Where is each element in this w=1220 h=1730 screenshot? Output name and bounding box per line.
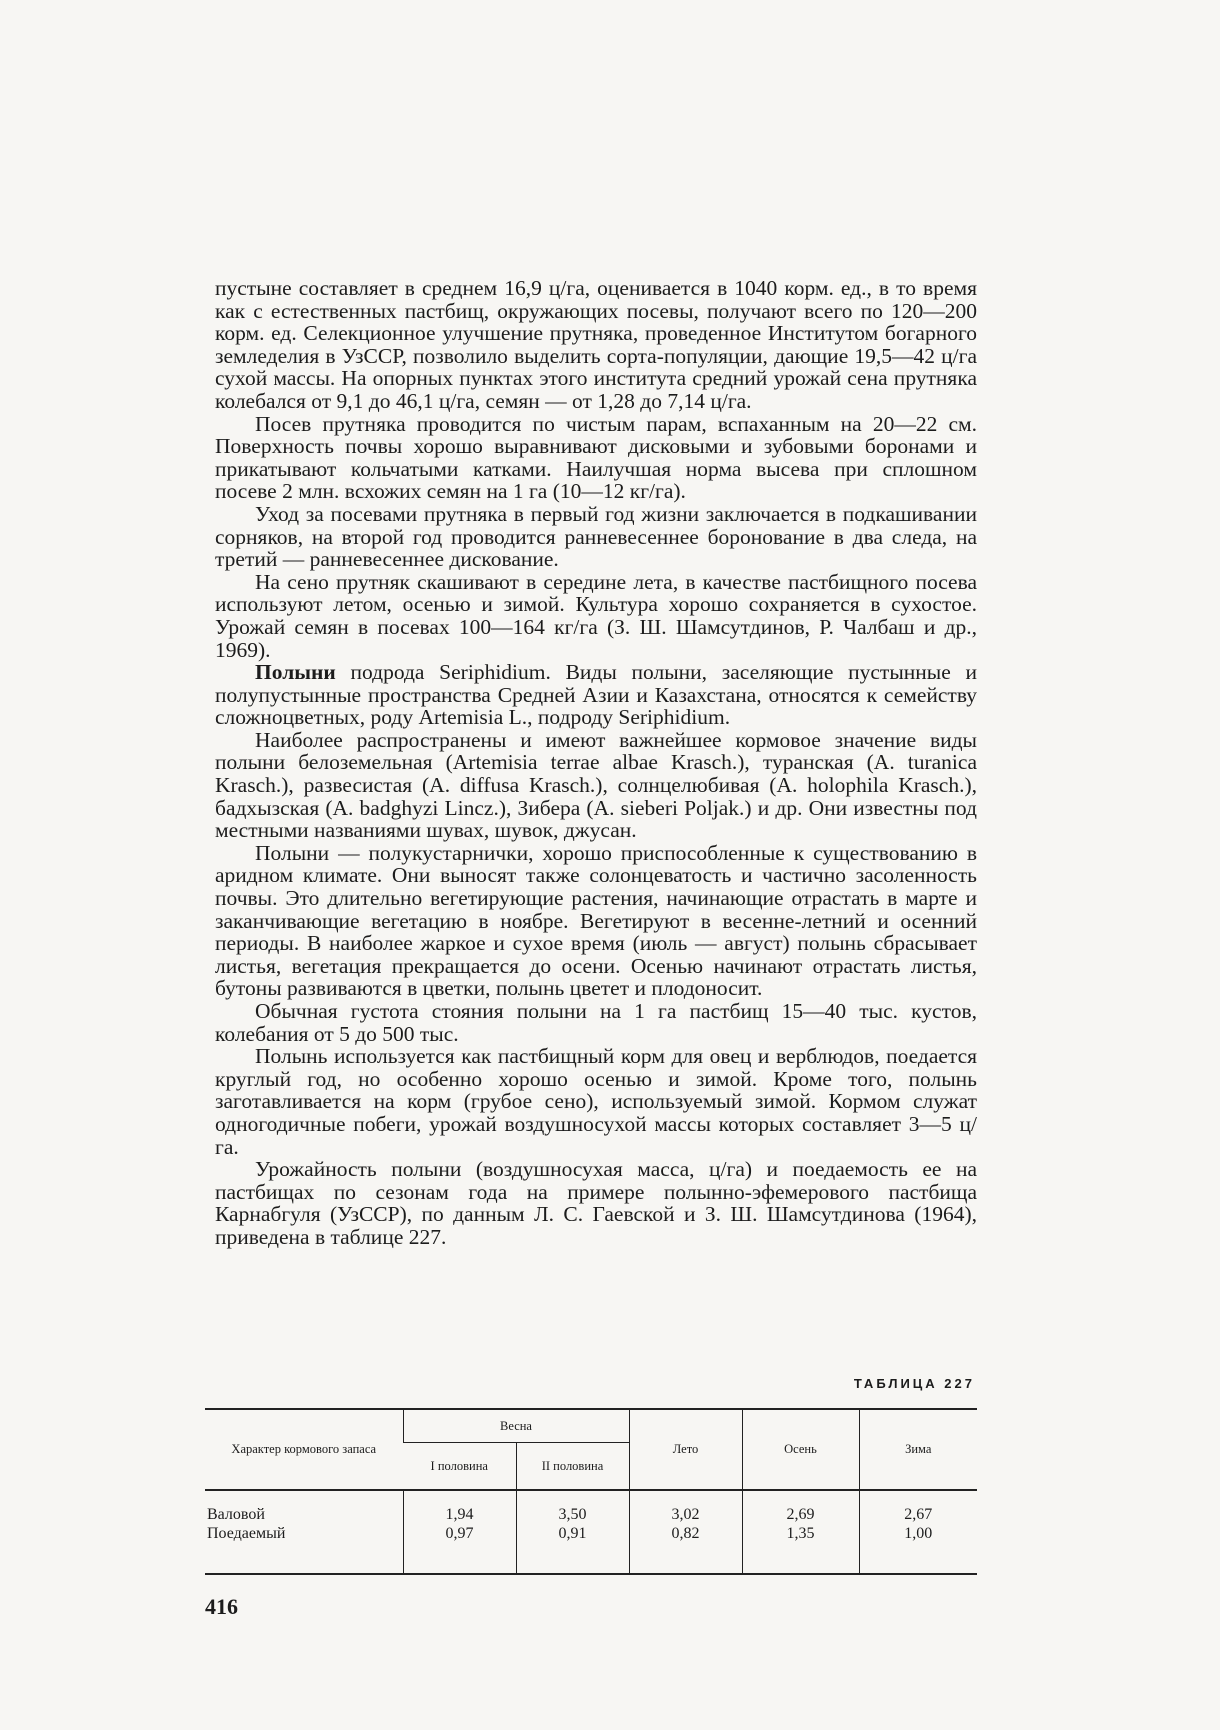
row-label-eaten: Поедаемый: [207, 1525, 286, 1542]
table-cell: 1,35: [786, 1525, 815, 1542]
paragraph: Полынь используется как пастбищный корм для овец и верблюдов, поедается круглый год, но особенно хорошо осенью и зимой. Кроме того, полынь заготавливается на корм (грубое сено), используемый зимой. Кормом служат одногодичные побеги, урожай воздушносухой массы которых составляет 3—5 ц/га.: [215, 1044, 977, 1159]
table-cell: 0,91: [558, 1525, 587, 1542]
table-cell: 1,94: [445, 1506, 474, 1523]
spring-second-cell: [516, 1490, 629, 1574]
paragraph: Посев прутняка проводится по чистым парам, вспаханным на 20—22 см. Поверхность почвы хорошо выравнивают дисковыми и зубовыми боронами и прикатывают кольчатыми катками. Наилучшая норма высева при сплошном посеве 2 млн. всхожих семян на 1 га (10—12 кг/га).: [215, 411, 977, 504]
summer-cell: [629, 1490, 742, 1574]
table-cell: 0,97: [445, 1525, 474, 1542]
paragraph: На сено прутняк скашивают в середине лета, в качестве пастбищного посева используют летом, осенью и зимой. Культура хорошо сохраняется в сухостое. Урожай семян в посевах 100—164 кг/га (З. Ш. Шамсутдинов, Р. Чалбаш и др., 1969).: [215, 569, 977, 662]
paragraph: Наиболее распространены и имеют важнейшее кормовое значение виды полыни белоземельная (Artemisia terrae albae Krasch.), туранская (A. turanica Krasch.), развесистая (A. diffusa Krasch.), солнцелюбивая (A. holophila Krasch.), бадхызская (A. badghyzi Lincz.), Зибера (A. sieberi Poljak.) и др. Они известны под местными названиями шувах, шувок, джусан.: [215, 727, 977, 843]
term-heading: Полыни: [255, 660, 336, 685]
yield-table: [205, 1408, 977, 1575]
column-header-spring-second-half: II половина: [516, 1443, 629, 1491]
table-data-block: [205, 1490, 977, 1574]
row-labels-cell: [205, 1490, 403, 1574]
table-cell: 0,82: [671, 1525, 700, 1542]
paragraph-body: подрода Seriphidium. Виды полыни, заселяющие пустынные и полупустынные пространства Средней Азии и Казахстана, относятся к семейству сложноцветных, роду Artemisia L., подроду Seriphidium.: [215, 660, 977, 730]
winter-cell: [859, 1490, 977, 1574]
paragraph: Уход за посевами прутняка в первый год жизни заключается в подкашивании сорняков, на второй год проводится ранневесеннее боронование в два следа, на третий — ранневесеннее дискование.: [215, 501, 977, 572]
body-text: [215, 277, 977, 1249]
table-cell: 3,02: [671, 1506, 700, 1523]
column-header-spring: Весна: [403, 1409, 629, 1443]
paragraph-wormwood: [215, 661, 977, 729]
page-number: 416: [205, 1594, 238, 1619]
column-header-summer: Лето: [629, 1409, 742, 1490]
paragraph: Полыни — полукустарнички, хорошо приспособленные к существованию в аридном климате. Они выносят также солонцеватость и частично засоленность почвы. Это длительно вегетирующие растения, начинающие отрастать в марте и заканчивающие вегетацию в ноябре. Вегетируют в весенне-летний и осенний периоды. В наиболее жаркое и сухое время (июль — август) полынь сбрасывает листья, вегетация прекращается до осени. Осенью начинают отрастать листья, бутоны развиваются в цветки, полынь цветет и плодоносит.: [215, 840, 977, 1001]
paragraph: Урожайность полыни (воздушносухая масса, ц/га) и поедаемость ее на пастбищах по сезонам года на примере полынно-эфемерового пастбища Карнабгуля (УзССР), по данным Л. С. Гаевской и З. Ш. Шамсутдинова (1964), приведена в таблице 227.: [215, 1157, 977, 1249]
row-label-gross: Валовой: [207, 1506, 265, 1523]
column-header-winter: Зима: [859, 1409, 977, 1490]
column-header-autumn: Осень: [742, 1409, 859, 1490]
paragraph: Обычная густота стояния полыни на 1 га пастбищ 15—40 тыс. кустов, колебания от 5 до 500 тыс.: [215, 999, 977, 1046]
table-cell: 2,69: [786, 1506, 815, 1523]
table-cell: 2,67: [904, 1506, 933, 1523]
column-header-spring-first-half: I половина: [403, 1443, 516, 1491]
autumn-cell: [742, 1490, 859, 1574]
table-cell: 1,00: [904, 1525, 933, 1542]
table-cell: 3,50: [558, 1506, 587, 1523]
table-caption: ТАБЛИЦА 227: [853, 1376, 975, 1391]
spring-first-cell: [403, 1490, 516, 1574]
paragraph: пустыне составляет в среднем 16,9 ц/га, оценивается в 1040 корм. ед., в то время как с естественных пастбищ, окружающих посевы, получают всего по 120—200 корм. ед. Селекционное улучшение прутняка, проведенное Институтом богарного земледелия в УзССР, позволило выделить сорта-популяции, дающие 19,5—42 ц/га сухой массы. На опорных пунктах этого института средний урожай сена прутняка колебался от 9,1 до 46,1 ц/га, семян — от 1,28 до 7,14 ц/га.: [215, 276, 977, 413]
column-header-feed-type: Характер кормового запаса: [205, 1409, 403, 1490]
